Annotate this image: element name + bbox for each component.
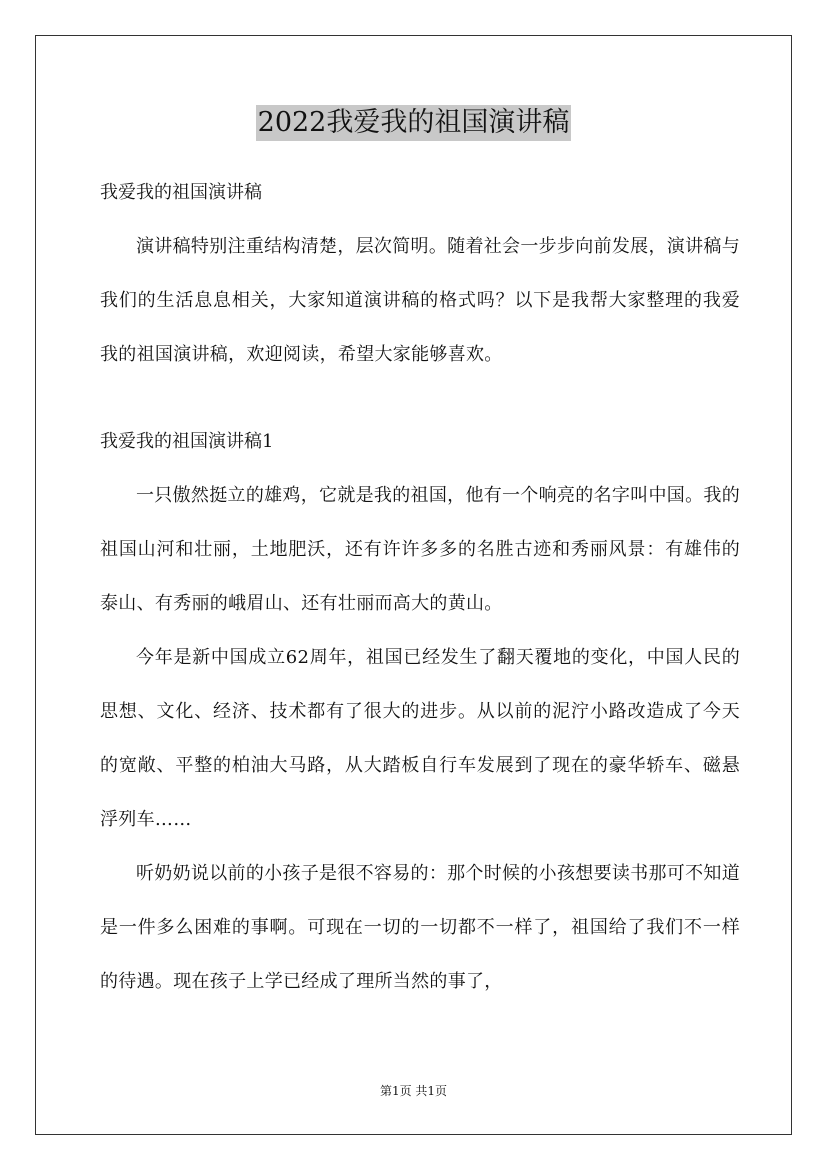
body-paragraph-2: 今年是新中国成立62周年，祖国已经发生了翻天覆地的变化，中国人民的思想、文化、经济、技术都有了很大的进步。从以前的泥泞小路改造成了今天的宽敞、平整的柏油大马路，从大踏板自行车发展到了现在的豪华轿车、磁悬浮列车…… xyxy=(100,647,740,830)
section-heading: 我爱我的祖国演讲稿1 xyxy=(100,431,274,452)
intro-paragraph: 演讲稿特别注重结构清楚，层次简明。随着社会一步步向前发展，演讲稿与我们的生活息息相关，大家知道演讲稿的格式吗？以下是我帮大家整理的我爱我的祖国演讲稿，欢迎阅读，希望大家能够喜欢。 xyxy=(100,236,740,365)
document-body xyxy=(100,175,740,1009)
page-footer xyxy=(0,1082,827,1099)
title-container xyxy=(0,105,827,141)
page-number: 第1页 共1页 xyxy=(379,1084,448,1098)
document-title: 2022我爱我的祖国演讲稿 xyxy=(256,105,572,141)
body-paragraph-1: 一只傲然挺立的雄鸡，它就是我的祖国，他有一个响亮的名字叫中国。我的祖国山河和壮丽，土地肥沃，还有许许多多的名胜古迹和秀丽风景：有雄伟的泰山、有秀丽的峨眉山、还有壮丽而高大的黄山。 xyxy=(100,485,740,614)
body-paragraph-3: 听奶奶说以前的小孩子是很不容易的：那个时候的小孩想要读书那可不知道是一件多么困难的事啊。可现在一切的一切都不一样了，祖国给了我们不一样的待遇。现在孩子上学已经成了理所当然的事了， xyxy=(100,863,740,992)
intro-heading: 我爱我的祖国演讲稿 xyxy=(100,182,262,203)
